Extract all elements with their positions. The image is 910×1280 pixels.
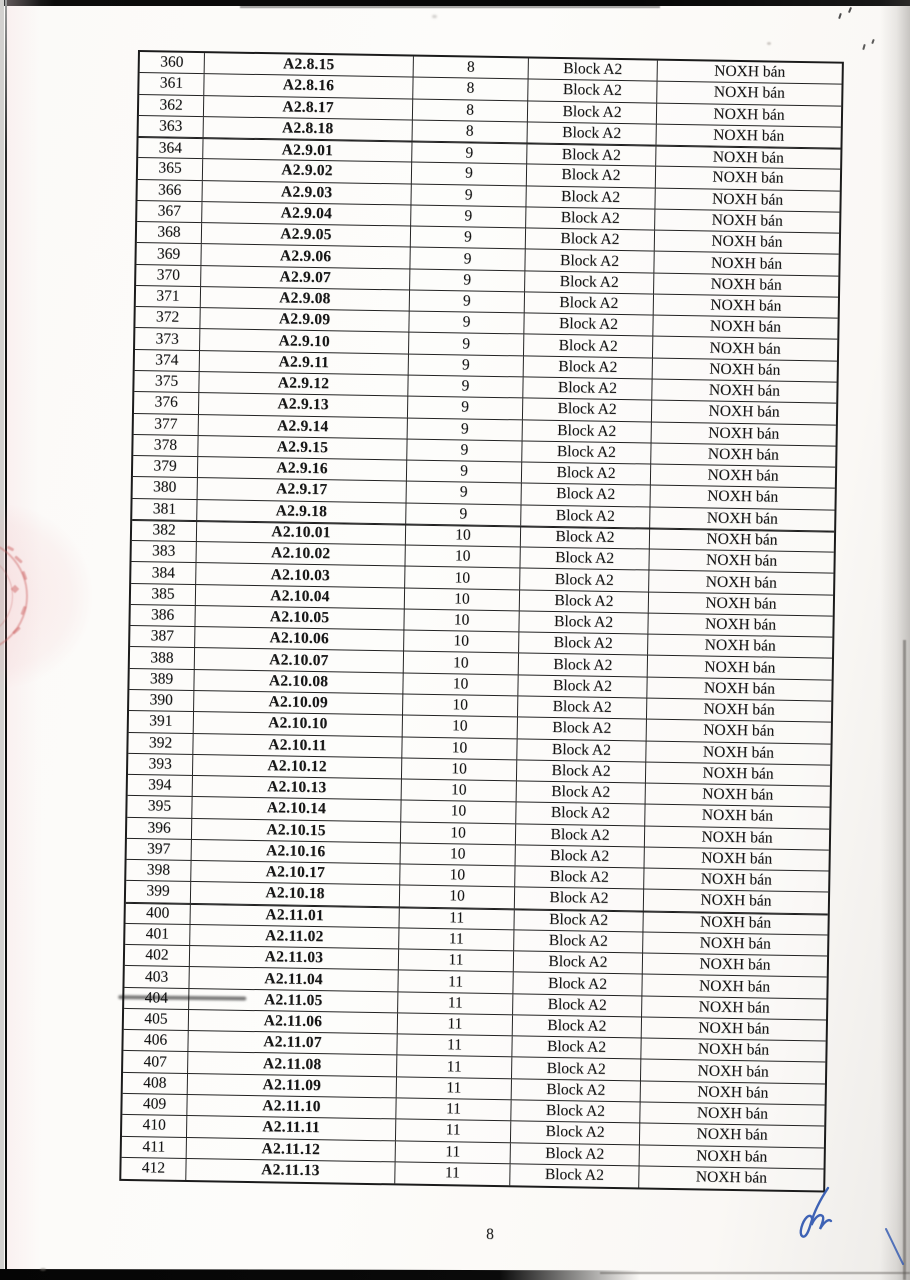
cell-apartment-code: A2.9.08 [201, 287, 410, 311]
cell-housing-type: NOXH bán [707, 487, 779, 507]
cell-row-number: 373 [135, 328, 200, 349]
cell-row-number: 405 [124, 1009, 189, 1030]
cell-row-number: 391 [129, 711, 194, 732]
cell-housing-type: NOXH bán [709, 339, 781, 358]
cell-row-number: 377 [134, 413, 199, 434]
cell-apartment-code: A2.9.16 [198, 457, 407, 481]
cell-housing-type: NOXH bán [700, 870, 772, 889]
cell-apartment-code: A2.10.09 [194, 691, 403, 715]
cell-housing-type: NOXH bán [712, 148, 784, 167]
cell-floor: 9 [409, 354, 524, 376]
cell-housing-type: NOXH bán [714, 62, 786, 81]
cell-block: Block A2 [525, 271, 654, 293]
cell-apartment-code: A2.9.13 [199, 393, 408, 417]
cell-housing-type: NOXH bán [699, 913, 772, 932]
cell-block: Block A2 [516, 803, 645, 825]
scan-edge-bottom-faint [600, 1272, 910, 1274]
cell-apartment-code: A2.10.16 [192, 840, 401, 864]
cell-floor: 10 [402, 758, 517, 780]
cell-apartment-code: A2.9.18 [197, 500, 406, 524]
cell-row-number: 382 [132, 521, 197, 541]
cell-apartment-code: A2.10.03 [196, 563, 405, 587]
cell-housing-type: NOXH bán [705, 594, 777, 613]
cell-floor: 10 [402, 737, 517, 759]
scan-speck [40, 1268, 46, 1271]
cell-housing-type: NOXH bán [702, 785, 774, 804]
cell-housing-type: NOXH bán [704, 615, 777, 634]
page-number: 8 [486, 1226, 494, 1243]
apartment-table-body [121, 52, 842, 1191]
cell-housing-type: NOXH bán [711, 190, 784, 209]
cell-apartment-code: A2.9.09 [200, 308, 409, 332]
cell-row-number: 387 [130, 626, 195, 647]
signature-initial [787, 1185, 833, 1248]
cell-row-number: 378 [133, 435, 198, 456]
cell-housing-type: NOXH bán [703, 721, 775, 741]
cell-block: Block A2 [514, 930, 643, 952]
cell-row-number: 364 [138, 138, 203, 158]
cell-apartment-code: A2.11.01 [191, 905, 400, 928]
cell-housing-type: NOXH bán [702, 743, 775, 762]
cell-housing-type: NOXH bán [710, 275, 782, 294]
cell-apartment-code: A2.8.15 [205, 53, 414, 77]
cell-housing-type: NOXH bán [709, 317, 782, 337]
cell-floor: 10 [401, 822, 516, 844]
cell-housing-type: NOXH bán [698, 1019, 770, 1038]
cell-row-number: 375 [134, 371, 199, 392]
cell-floor: 11 [396, 1098, 511, 1120]
cell-housing-type: NOXH bán [698, 998, 770, 1017]
cell-row-number: 379 [133, 456, 198, 477]
cell-block: Block A2 [519, 633, 648, 655]
cell-floor: 9 [408, 418, 523, 440]
cell-row-number: 371 [136, 286, 201, 307]
cell-floor: 11 [399, 908, 514, 929]
scan-speck [848, 7, 852, 13]
cell-housing-type: NOXH bán [699, 955, 771, 974]
cell-row-number: 407 [123, 1051, 188, 1072]
cell-housing-type: NOXH bán [704, 636, 776, 655]
cell-apartment-code: A2.11.10 [187, 1095, 396, 1119]
cell-row-number: 389 [129, 669, 194, 690]
cell-apartment-code: A2.9.15 [198, 436, 407, 460]
cell-row-number: 399 [126, 881, 191, 902]
cell-floor: 10 [400, 865, 515, 887]
page-edge-line-right [903, 640, 906, 1280]
cell-block: Block A2 [524, 356, 653, 378]
cell-block: Block A2 [517, 760, 646, 782]
cell-apartment-code: A2.11.02 [190, 925, 399, 949]
cell-floor: 9 [410, 290, 525, 312]
cell-floor: 10 [404, 609, 519, 631]
cell-apartment-code: A2.11.05 [189, 989, 398, 1013]
cell-floor: 11 [398, 971, 513, 993]
cell-apartment-code: A2.10.07 [195, 648, 404, 672]
cell-block: Block A2 [516, 845, 645, 867]
cell-housing-type: NOXH bán [709, 360, 781, 379]
cell-housing-type: NOXH bán [702, 764, 774, 783]
cell-floor: 9 [410, 248, 525, 270]
cell-apartment-code: A2.9.05 [202, 223, 411, 247]
cell-block: Block A2 [511, 1143, 640, 1165]
cell-floor: 9 [407, 461, 522, 483]
cell-floor: 10 [406, 525, 521, 546]
cell-floor: 9 [408, 376, 523, 398]
cell-apartment-code: A2.10.04 [196, 585, 405, 609]
cell-block: Block A2 [517, 781, 646, 803]
cell-floor: 10 [401, 801, 516, 823]
cell-block: Block A2 [522, 441, 651, 463]
cell-housing-type: NOXH bán [708, 402, 780, 422]
cell-floor: 11 [397, 1035, 512, 1057]
cell-floor: 10 [405, 588, 520, 610]
cell-block: Block A2 [526, 229, 655, 251]
cell-row-number: 412 [121, 1158, 186, 1180]
cell-row-number: 362 [139, 95, 204, 116]
cell-apartment-code: A2.10.10 [194, 712, 403, 736]
cell-apartment-code: A2.11.06 [189, 1010, 398, 1034]
cell-block: Block A2 [522, 484, 651, 506]
cell-floor: 9 [409, 312, 524, 334]
cell-row-number: 360 [140, 52, 205, 73]
cell-floor: 10 [400, 886, 515, 908]
cell-floor: 10 [403, 716, 518, 738]
cell-housing-type: NOXH bán [707, 466, 779, 485]
cell-block: Block A2 [518, 675, 647, 697]
cell-floor: 10 [405, 546, 520, 568]
cell-row-number: 386 [130, 605, 195, 626]
cell-floor: 8 [413, 78, 528, 100]
cell-block: Block A2 [512, 1079, 641, 1101]
cell-apartment-code: A2.10.06 [195, 627, 404, 651]
cell-block: Block A2 [519, 611, 648, 633]
scan-edge-bottom [0, 1269, 640, 1280]
cell-floor: 10 [404, 631, 519, 653]
cell-housing-type: NOXH bán [707, 445, 780, 464]
cell-floor: 9 [407, 439, 522, 461]
cell-housing-type: NOXH bán [712, 168, 784, 188]
cell-row-number: 393 [128, 754, 193, 775]
cell-floor: 9 [411, 227, 526, 249]
cell-floor: 9 [412, 143, 527, 164]
cell-row-number: 409 [122, 1094, 187, 1115]
cell-apartment-code: A2.10.12 [193, 755, 402, 779]
cell-block: Block A2 [513, 1015, 642, 1037]
cell-housing-type: NOXH bán [697, 1062, 769, 1081]
cell-floor: 8 [413, 99, 528, 121]
cell-floor: 10 [405, 567, 520, 589]
cell-floor: 9 [411, 205, 526, 227]
cell-apartment-code: A2.9.06 [201, 244, 410, 268]
cell-floor: 11 [396, 1141, 511, 1163]
cell-housing-type: NOXH bán [708, 381, 781, 400]
cell-row-number: 376 [134, 392, 199, 413]
cell-row-number: 366 [138, 180, 203, 201]
cell-row-number: 383 [132, 541, 197, 562]
cell-housing-type: NOXH bán [703, 700, 775, 719]
cell-apartment-code: A2.9.10 [200, 330, 409, 354]
cell-housing-type: NOXH bán [710, 296, 782, 315]
cell-row-number: 410 [122, 1115, 187, 1136]
cell-block: Block A2 [520, 548, 649, 570]
cell-housing-type: NOXH bán [701, 806, 774, 826]
cell-block: Block A2 [514, 910, 643, 931]
cell-block: Block A2 [525, 292, 654, 314]
cell-block: Block A2 [528, 80, 657, 102]
cell-row-number: 368 [137, 222, 202, 243]
cell-block: Block A2 [521, 505, 650, 527]
cell-floor: 11 [395, 1162, 510, 1185]
cell-apartment-code: A2.10.01 [197, 522, 406, 545]
cell-housing-type: NOXH bán [696, 1147, 768, 1166]
scan-edge-top [0, 0, 910, 6]
cell-row-number: 369 [136, 243, 201, 264]
cell-apartment-code: A2.11.08 [188, 1052, 397, 1076]
cell-block: Block A2 [511, 1122, 640, 1144]
cell-floor: 8 [413, 120, 528, 142]
cell-housing-type: NOXH bán [704, 658, 776, 677]
cell-floor: 9 [412, 163, 527, 185]
cell-row-number: 370 [136, 265, 201, 286]
cell-apartment-code: A2.11.03 [190, 946, 399, 970]
apartment-table [119, 50, 844, 1193]
cell-block: Block A2 [511, 1100, 640, 1122]
cell-row-number: 400 [126, 904, 191, 924]
cell-block: Block A2 [520, 590, 649, 612]
cell-floor: 10 [402, 780, 517, 802]
cell-housing-type: NOXH bán [697, 1040, 770, 1059]
cell-block: Block A2 [518, 696, 647, 718]
cell-block: Block A2 [512, 1037, 641, 1059]
cell-row-number: 363 [139, 116, 204, 137]
scan-speck [432, 15, 437, 18]
cell-floor: 11 [398, 992, 513, 1014]
cell-block: Block A2 [529, 58, 658, 80]
cell-row-number: 408 [123, 1073, 188, 1094]
cell-apartment-code: A2.8.16 [204, 74, 413, 98]
cell-block: Block A2 [517, 739, 646, 761]
cell-apartment-code: A2.9.01 [203, 139, 412, 162]
cell-block: Block A2 [524, 314, 653, 336]
cell-housing-type: NOXH bán [713, 105, 785, 124]
scan-speck [862, 44, 866, 50]
cell-row-number: 374 [135, 350, 200, 371]
cell-apartment-code: A2.8.17 [204, 96, 413, 120]
cell-apartment-code: A2.8.18 [204, 117, 413, 141]
cell-floor: 9 [408, 397, 523, 419]
cell-row-number: 392 [128, 732, 193, 753]
cell-housing-type: NOXH bán [696, 1125, 768, 1144]
cell-row-number: 397 [127, 839, 192, 860]
cell-block: Block A2 [523, 399, 652, 421]
cell-row-number: 411 [122, 1136, 187, 1157]
cell-block: Block A2 [527, 165, 656, 187]
cell-row-number: 384 [131, 562, 196, 583]
cell-housing-type: NOXH bán [713, 126, 785, 145]
cell-block: Block A2 [518, 718, 647, 740]
cell-block: Block A2 [528, 122, 657, 144]
cell-apartment-code: A2.11.09 [188, 1074, 397, 1098]
cell-floor: 10 [403, 673, 518, 695]
cell-row-number: 381 [132, 499, 197, 520]
cell-apartment-code: A2.11.13 [186, 1159, 395, 1184]
cell-block: Block A2 [523, 377, 652, 399]
cell-apartment-code: A2.10.14 [192, 797, 401, 821]
cell-row-number: 385 [131, 584, 196, 605]
cell-housing-type: NOXH bán [699, 934, 771, 953]
cell-housing-type: NOXH bán [705, 551, 778, 570]
cell-apartment-code: A2.9.03 [203, 181, 412, 205]
cell-floor: 10 [403, 694, 518, 716]
cell-apartment-code: A2.9.04 [202, 202, 411, 226]
cell-floor: 9 [407, 482, 522, 504]
cell-floor: 11 [399, 928, 514, 950]
signature-pen-stroke [883, 1227, 907, 1272]
cell-floor: 11 [397, 1077, 512, 1099]
cell-row-number: 365 [138, 158, 203, 179]
cell-apartment-code: A2.10.11 [193, 734, 402, 758]
cell-apartment-code: A2.10.08 [194, 670, 403, 694]
cell-housing-type: NOXH bán [703, 679, 776, 698]
cell-apartment-code: A2.10.13 [193, 776, 402, 800]
cell-block: Block A2 [522, 462, 651, 484]
cell-housing-type: NOXH bán [711, 211, 783, 230]
cell-housing-type: NOXH bán [701, 849, 773, 868]
cell-housing-type: NOXH bán [711, 232, 783, 251]
cell-row-number: 390 [129, 690, 194, 711]
cell-block: Block A2 [510, 1164, 639, 1187]
cell-housing-type: NOXH bán [708, 424, 780, 443]
cell-apartment-code: A2.9.02 [203, 159, 412, 183]
cell-floor: 11 [399, 950, 514, 972]
cell-housing-type: NOXH bán [701, 828, 773, 847]
cell-floor: 11 [396, 1120, 511, 1142]
cell-row-number: 395 [127, 796, 192, 817]
cell-row-number: 398 [126, 860, 191, 881]
scan-speck [767, 42, 771, 45]
cell-housing-type: NOXH bán [698, 976, 771, 996]
cell-apartment-code: A2.10.02 [197, 542, 406, 566]
cell-apartment-code: A2.9.11 [200, 351, 409, 375]
cell-floor: 9 [410, 269, 525, 291]
cell-apartment-code: A2.11.04 [189, 967, 398, 991]
scan-speck [838, 13, 842, 19]
cell-apartment-code: A2.9.12 [199, 372, 408, 396]
cell-row-number: 388 [130, 647, 195, 668]
cell-housing-type: NOXH bán [700, 891, 772, 911]
cell-housing-type: NOXH bán [706, 530, 778, 550]
cell-row-number: 402 [125, 945, 190, 966]
cell-block: Block A2 [524, 335, 653, 357]
cell-housing-type: NOXH bán [713, 83, 786, 103]
cell-row-number: 372 [135, 307, 200, 328]
cell-block: Block A2 [527, 145, 656, 166]
cell-housing-type: NOXH bán [706, 509, 778, 528]
cell-floor: 9 [411, 184, 526, 206]
cell-housing-type: NOXH bán [710, 254, 783, 273]
cell-floor: 10 [404, 652, 519, 674]
cell-apartment-code: A2.10.18 [191, 882, 400, 906]
cell-apartment-code: A2.10.15 [192, 819, 401, 843]
cell-block: Block A2 [515, 866, 644, 888]
scan-speck [871, 39, 875, 44]
cell-row-number: 394 [128, 775, 193, 796]
cell-housing-type: NOXH bán [696, 1104, 769, 1123]
cell-block: Block A2 [521, 527, 650, 548]
cell-row-number: 403 [124, 966, 189, 987]
cell-floor: 11 [397, 1056, 512, 1078]
cell-block: Block A2 [513, 973, 642, 995]
cell-block: Block A2 [526, 207, 655, 229]
cell-block: Block A2 [513, 994, 642, 1016]
cell-block: Block A2 [526, 186, 655, 208]
cell-block: Block A2 [515, 888, 644, 910]
cell-block: Block A2 [516, 824, 645, 846]
cell-row-number: 406 [123, 1030, 188, 1051]
cell-row-number: 361 [139, 73, 204, 94]
cell-housing-type: NOXH bán [697, 1083, 769, 1102]
cell-floor: 11 [398, 1013, 513, 1035]
cell-block: Block A2 [512, 1058, 641, 1080]
cell-floor: 8 [414, 57, 529, 79]
cell-block: Block A2 [520, 569, 649, 591]
cell-row-number: 367 [137, 201, 202, 222]
cell-block: Block A2 [523, 420, 652, 442]
cell-apartment-code: A2.9.07 [201, 266, 410, 290]
cell-apartment-code: A2.11.11 [187, 1116, 396, 1140]
cell-housing-type: NOXH bán [705, 572, 777, 592]
cell-apartment-code: A2.10.05 [195, 606, 404, 630]
cell-row-number: 396 [127, 817, 192, 838]
cell-apartment-code: A2.11.12 [187, 1138, 396, 1162]
cell-apartment-code: A2.9.14 [199, 415, 408, 439]
cell-block: Block A2 [528, 101, 657, 123]
cell-floor: 9 [409, 333, 524, 355]
cell-apartment-code: A2.9.17 [198, 478, 407, 502]
cell-floor: 10 [401, 843, 516, 865]
cell-housing-type: NOXH bán [695, 1168, 768, 1188]
cell-block: Block A2 [514, 952, 643, 974]
cell-block: Block A2 [525, 250, 654, 272]
cell-block: Block A2 [519, 654, 648, 676]
cell-apartment-code: A2.10.17 [191, 861, 400, 885]
cell-row-number: 380 [133, 477, 198, 498]
cell-row-number: 401 [125, 924, 190, 945]
cell-apartment-code: A2.11.07 [188, 1031, 397, 1055]
cell-floor: 9 [406, 503, 521, 525]
